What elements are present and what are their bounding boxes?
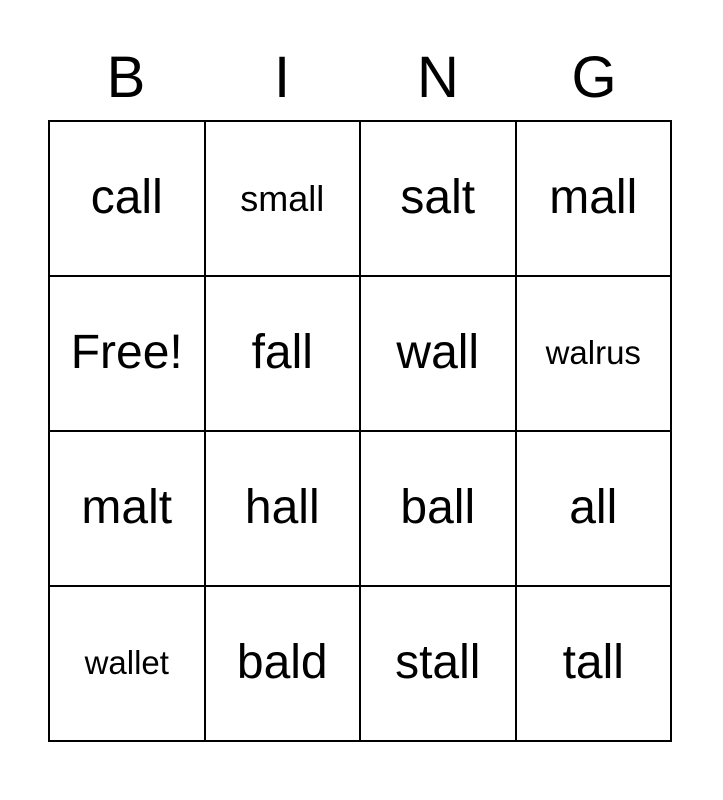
bingo-card bbox=[48, 36, 672, 742]
bingo-cell[interactable] bbox=[50, 122, 206, 277]
bingo-header-letter-g: G bbox=[571, 45, 617, 110]
bingo-cell-label: ball bbox=[400, 481, 476, 535]
bingo-row bbox=[50, 587, 672, 742]
bingo-cell[interactable] bbox=[517, 587, 673, 742]
bingo-row bbox=[50, 122, 672, 277]
bingo-cell[interactable] bbox=[517, 432, 673, 587]
bingo-cell-label: hall bbox=[244, 481, 320, 535]
bingo-cell-label: malt bbox=[81, 481, 173, 535]
bingo-cell-label: small bbox=[240, 177, 325, 219]
bingo-cell-free[interactable] bbox=[50, 277, 206, 432]
bingo-cell-label: Free! bbox=[70, 326, 183, 380]
bingo-cell[interactable] bbox=[361, 122, 517, 277]
bingo-cell[interactable] bbox=[50, 587, 206, 742]
bingo-cell[interactable] bbox=[50, 432, 206, 587]
bingo-cell-label: walrus bbox=[545, 334, 641, 372]
bingo-cell[interactable] bbox=[206, 587, 362, 742]
bingo-row bbox=[50, 277, 672, 432]
bingo-cell-label: tall bbox=[562, 636, 624, 690]
bingo-cell[interactable] bbox=[361, 432, 517, 587]
bingo-cell[interactable] bbox=[206, 277, 362, 432]
bingo-header-letter-n: N bbox=[417, 45, 459, 110]
bingo-cell[interactable] bbox=[517, 277, 673, 432]
bingo-cell-label: fall bbox=[251, 326, 313, 380]
bingo-cell-label: all bbox=[569, 481, 618, 535]
bingo-cell-label: salt bbox=[400, 171, 476, 225]
bingo-cell-label: bald bbox=[236, 636, 328, 690]
bingo-cell-label: mall bbox=[549, 171, 638, 225]
bingo-grid bbox=[48, 120, 672, 742]
bingo-header-letter-b: B bbox=[106, 45, 146, 110]
bingo-cell[interactable] bbox=[206, 432, 362, 587]
bingo-cell[interactable] bbox=[361, 587, 517, 742]
bingo-cell[interactable] bbox=[206, 122, 362, 277]
bingo-cell-label: wall bbox=[396, 326, 480, 380]
bingo-header-row bbox=[48, 36, 672, 120]
bingo-cell[interactable] bbox=[361, 277, 517, 432]
bingo-cell-label: call bbox=[90, 171, 163, 225]
bingo-row bbox=[50, 432, 672, 587]
bingo-header-letter-i: I bbox=[273, 45, 291, 110]
bingo-cell-label: stall bbox=[395, 636, 481, 690]
bingo-cell-label: wallet bbox=[84, 644, 169, 682]
bingo-cell[interactable] bbox=[517, 122, 673, 277]
